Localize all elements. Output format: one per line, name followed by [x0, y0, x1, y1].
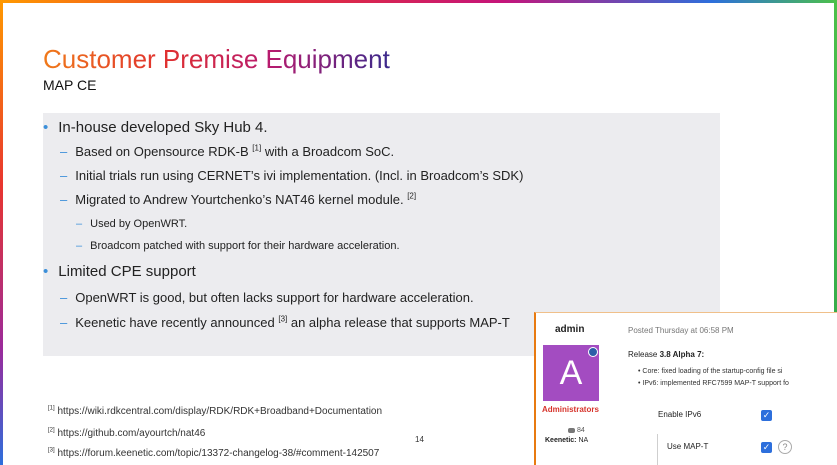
footnote: [1] https://wiki.rdkcentral.com/display/RDK/RDK+Broadband+Documentation: [48, 405, 383, 417]
post-count: 84: [568, 427, 585, 434]
footnote-link[interactable]: https://github.com/ayourtch/nat46: [57, 428, 206, 439]
slide-title: Customer Premise Equipment: [43, 44, 390, 74]
bullet-line: – Used by OpenWRT.: [76, 218, 188, 230]
forum-post-screenshot: [534, 312, 837, 465]
footnote: [3] https://forum.keenetic.com/topic/13372-changelog-38/#comment-142507: [48, 447, 380, 459]
help-icon[interactable]: ?: [778, 440, 792, 454]
forum-username[interactable]: admin: [555, 324, 585, 335]
post-timestamp[interactable]: Posted Thursday at 06:58 PM: [628, 326, 734, 335]
bullet-line: – Keenetic have recently announced [3] an alpha release that supports MAP-T: [60, 314, 510, 330]
bullet-line: – Initial trials run using CERNET’s ivi implementation. (Incl. in Broadcom’s SDK): [60, 168, 524, 183]
slide-subtitle: MAP CE: [43, 77, 97, 93]
bullet-line: – Broadcom patched with support for their hardware acceleration.: [76, 240, 400, 252]
bullet-line: – OpenWRT is good, but often lacks support for hardware acceleration.: [60, 290, 474, 305]
dash-icon: –: [76, 240, 83, 252]
use-mapt-checkbox[interactable]: ✓: [762, 442, 771, 452]
option-group-line: [657, 434, 658, 465]
dash-icon: –: [60, 192, 68, 207]
bullet-line: • Limited CPE support: [43, 263, 196, 280]
footnote: [2] https://github.com/ayourtch/nat46: [48, 427, 206, 439]
user-region: Keenetic: NA: [545, 437, 589, 444]
use-mapt-label: Use MAP-T: [667, 442, 709, 451]
shield-badge-icon: [588, 347, 598, 357]
comment-icon: [568, 428, 575, 433]
dash-icon: –: [60, 144, 68, 159]
footnote-link[interactable]: https://forum.keenetic.com/topic/13372-changelog-38/#comment-142507: [57, 448, 380, 459]
release-heading: Release 3.8 Alpha 7:: [628, 350, 705, 359]
footnote-ref: [1]: [252, 143, 262, 153]
slide-left-border: [0, 0, 3, 465]
dash-icon: –: [60, 290, 68, 305]
dash-icon: –: [60, 168, 68, 183]
bullet-line: – Migrated to Andrew Yourtchenko’s NAT46 kernel module. [2]: [60, 191, 417, 207]
dash-icon: –: [76, 218, 83, 230]
changelog-item: • Core: fixed loading of the startup-config file si: [638, 368, 783, 375]
bullet-dot-icon: •: [43, 263, 49, 280]
footnote-ref: [2]: [407, 191, 417, 201]
page-number: 14: [415, 435, 424, 444]
enable-ipv6-checkbox[interactable]: ✓: [762, 410, 771, 420]
bullet-dot-icon: •: [43, 119, 49, 136]
slide-top-border: [0, 0, 837, 3]
footnote-ref: [3]: [278, 314, 288, 324]
bullet-line: – Based on Opensource RDK-B [1] with a Broadcom SoC.: [60, 143, 395, 159]
changelog-item: • IPv6: implemented RFC7599 MAP-T support fo: [638, 380, 789, 387]
dash-icon: –: [60, 315, 68, 330]
user-role: Administrators: [542, 405, 599, 414]
avatar-letter: A: [559, 353, 583, 392]
enable-ipv6-label: Enable IPv6: [658, 410, 702, 419]
footnote-link[interactable]: https://wiki.rdkcentral.com/display/RDK/RDK+Broadband+Documentation: [57, 406, 383, 417]
bullet-line: • In-house developed Sky Hub 4.: [43, 119, 268, 136]
